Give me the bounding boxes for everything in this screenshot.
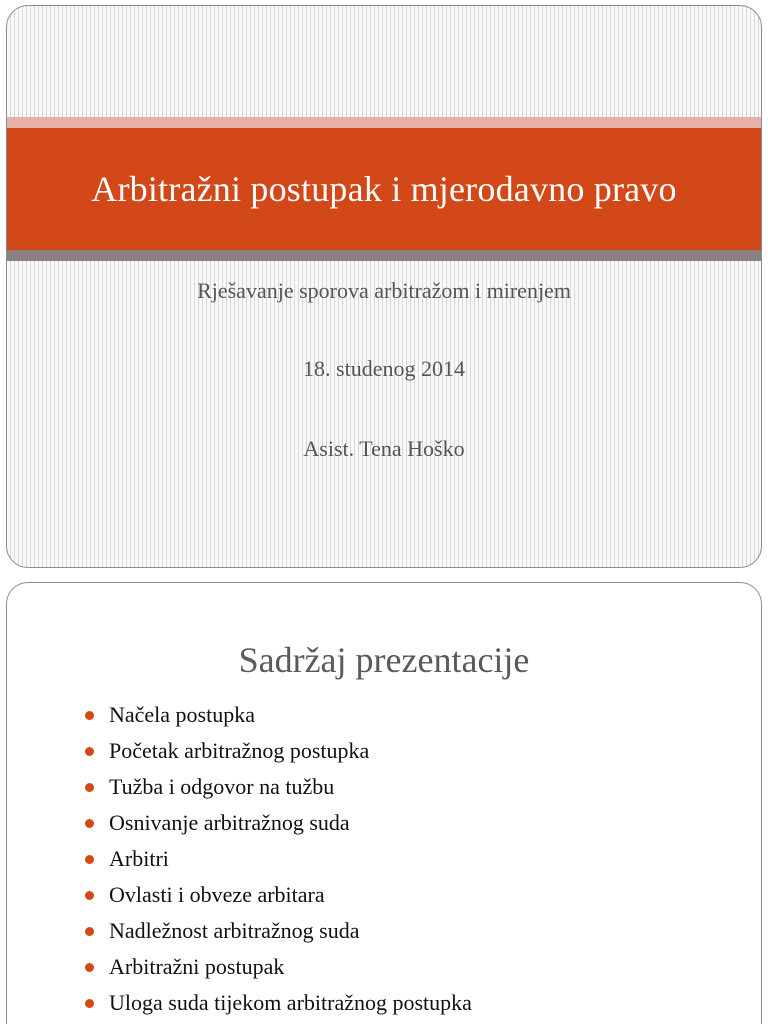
list-item: [85, 913, 472, 949]
contents-slide: [6, 582, 762, 1024]
bullet-icon: [85, 963, 94, 972]
bullet-icon: [85, 999, 94, 1008]
bullet-icon: [85, 927, 94, 936]
slide-title: Arbitražni postupak i mjerodavno pravo: [91, 169, 677, 209]
contents-list: [85, 697, 472, 1021]
title-slide: [6, 5, 762, 568]
list-item-label: Načela postupka: [109, 702, 255, 727]
list-item: [85, 805, 472, 841]
list-item-label: Tužba i odgovor na tužbu: [109, 774, 335, 799]
title-band-top-stripe: [7, 117, 761, 128]
list-item-label: Nadležnost arbitražnog suda: [109, 918, 360, 943]
bullet-icon: [85, 891, 94, 900]
slide-author: Asist. Tena Hoško: [303, 436, 465, 461]
slide-subtitle: Rješavanje sporova arbitražom i mirenjem: [197, 278, 571, 303]
list-item-label: Uloga suda tijekom arbitražnog postupka: [109, 990, 472, 1015]
list-item-label: Početak arbitražnog postupka: [109, 738, 370, 763]
list-item: [85, 949, 472, 985]
bullet-icon: [85, 747, 94, 756]
slide-date: 18. studenog 2014: [303, 356, 465, 381]
list-item-label: Arbitri: [109, 846, 169, 871]
title-band-bottom-stripe: [7, 250, 761, 261]
list-item: [85, 769, 472, 805]
bullet-icon: [85, 855, 94, 864]
bullet-icon: [85, 711, 94, 720]
list-item-label: Arbitražni postupak: [109, 954, 285, 979]
list-item: [85, 877, 472, 913]
list-item-label: Ovlasti i obveze arbitara: [109, 882, 325, 907]
list-item: [85, 733, 472, 769]
contents-title: Sadržaj prezentacije: [238, 640, 530, 680]
list-item: [85, 985, 472, 1021]
title-band: [7, 128, 761, 250]
list-item: [85, 697, 472, 733]
bullet-icon: [85, 819, 94, 828]
list-item: [85, 841, 472, 877]
list-item-label: Osnivanje arbitražnog suda: [109, 810, 350, 835]
bullet-icon: [85, 783, 94, 792]
